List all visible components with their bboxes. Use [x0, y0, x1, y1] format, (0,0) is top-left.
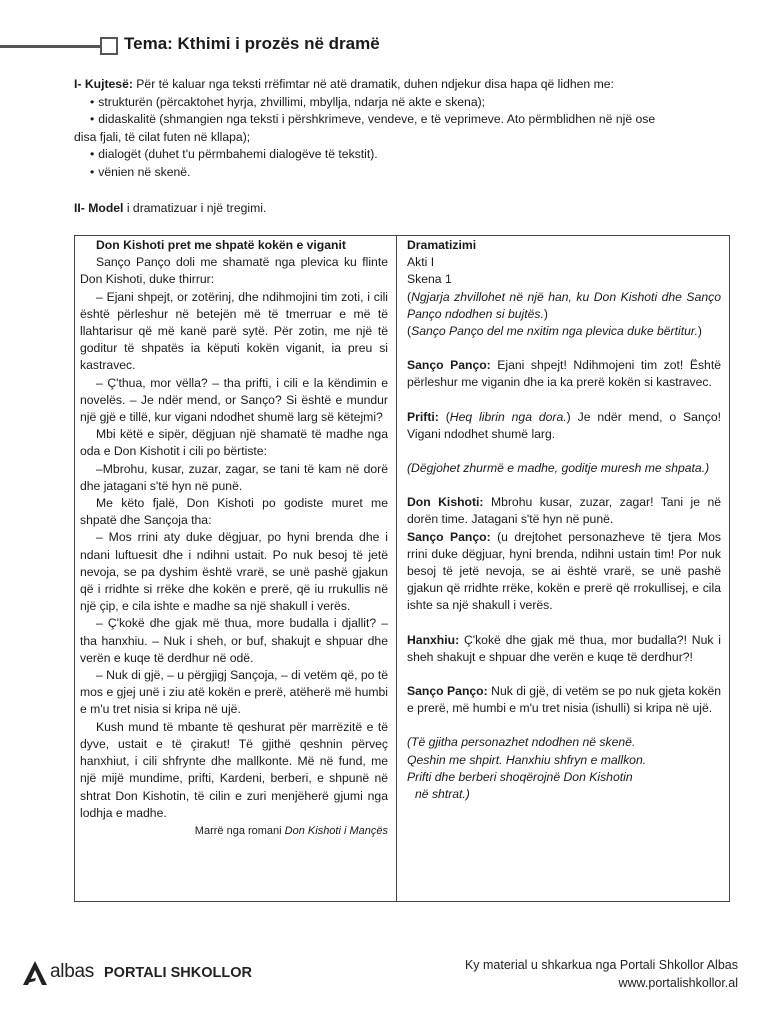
intro-text: Për të kaluar nga teksti rrëfimtar në atë dramatik, duhen ndjekur disa hapa që lidhen me: [132, 77, 614, 91]
spacer [407, 666, 721, 683]
speaker-name: Don Kishoti: [407, 495, 484, 510]
dialogue-line: Prifti: (Heq librin nga dora.) Je ndër mend, o Sanço! Vigani ndodhet shumë larg. [407, 409, 721, 441]
spacer [407, 477, 721, 494]
title-square-icon [100, 37, 118, 55]
prose-paragraph: Sanço Panço doli me shamatë nga plevica ku flinte Don Kishoti, duke thirrur: [80, 255, 388, 287]
bullet-text: didaskalitë (shmangien nga teksti i përshkrimeve, vendeve, e të veprimeve. Ato përmblidhen në një ose [98, 112, 656, 126]
speaker-name: Sanço Panço: [407, 358, 491, 373]
stage-direction: (Ngjarja zhvillohet në një han, ku Don Kishoti dhe Sanço Panço ndodhen si bujtës.) [407, 289, 721, 321]
spacer [407, 392, 721, 409]
spacer [407, 615, 721, 632]
source-credit [80, 823, 388, 840]
speaker-name: Hanxhiu: [407, 632, 460, 647]
prose-heading: Don Kishoti pret me shpatë kokën e viganit [96, 238, 346, 252]
spacer [407, 717, 721, 734]
speaker-name: Sanço Panço: [407, 529, 491, 544]
stage-text: Ngjarja zhvillohet në një han, ku Don Kishoti dhe Sanço Panço ndodhen si bujtës. [407, 289, 721, 321]
prose-paragraph: – Nuk di gjë, – u përgjigj Sançoja, – di vetëm që, po të mos e gjej unë i ziu atë kokën e prerë, atëherë më humbi e m'u tret nisia si kripa në ujë. [80, 668, 389, 717]
model-label: II- Model [74, 201, 124, 215]
final-stage-line: Qeshin me shpirt. Hanxhiu shfryn e mallkon. [407, 752, 647, 767]
bullet-icon: • [90, 147, 95, 161]
prose-paragraph: – Ç'kokë dhe gjak më thua, more budalla i djallit? – tha hanxhiu. – Nuk i sheh, or buf, shakujt e shpuar dhe verën e kuqe të derdhur në odë. [80, 616, 388, 665]
drama-column [407, 237, 721, 803]
final-stage-line: (Të gjitha personazhet ndodhen në skenë. [407, 735, 636, 750]
act-label: Akti I [407, 255, 435, 270]
bullet-icon: • [90, 94, 95, 109]
prose-paragraph: –Mbrohu, kusar, zuzar, zagar, se tani të kam në dorë dhe jatagani s'të hyn në punë. [80, 461, 388, 493]
prose-paragraph: Mbi këtë e sipër, dëgjuan një shamatë të madhe nga oda e Don Kishotit i cili po bërtiste: [80, 427, 388, 459]
page-title: Tema: Kthimi i prozës në dramë [124, 34, 380, 53]
source-prefix: Marrë nga romani [194, 824, 285, 837]
logo-brand: albas [50, 961, 94, 982]
dialogue-text: Je ndër mend, o Sanço! Vigani ndodhet shumë larg. [407, 409, 721, 441]
dialogue-line [407, 529, 721, 615]
model-heading [74, 201, 266, 215]
portal-url-link[interactable]: www.portalishkollor.al [618, 976, 738, 990]
scene-label: Skena 1 [407, 272, 452, 287]
dialogue-text: Ejani shpejt! Ndihmojeni tim zot! Është përleshur me viganin dhe ia ka prerë kokën si kastravec. [407, 358, 721, 390]
column-divider [396, 236, 397, 901]
intro-label: I- Kujtesë: [74, 77, 133, 91]
bullet-text: dialogët (duhet t'u përmbahemi dialogëve të tekstit). [98, 147, 378, 161]
model-text: i dramatizuar i një tregimi. [123, 201, 267, 215]
spacer [407, 340, 721, 357]
prose-paragraph: – Ç'thua, mor vëlla? – tha prifti, i cili e la këndimin e novelës. – Je ndër mend, or Sanço? Si është e mundur një gjë e tillë, kur vigani ndodhet shumë larg së këtejmi? [80, 375, 388, 425]
bullet-item [74, 94, 730, 112]
dialogue-line [407, 357, 721, 391]
stage-direction: (Dëgjohet zhurmë e madhe, goditje muresh me shpata.) [407, 461, 710, 476]
stage-text: Heq librin nga dora. [449, 409, 567, 424]
bullet-text: strukturën (përcaktohet hyrja, zhvillimi, mbyllja, ndarja në akte e skena); [98, 94, 486, 109]
prose-paragraph: Me këto fjalë, Don Kishoti po godiste muret me shpatë dhe Sançoja tha: [80, 496, 388, 528]
final-stage-line: në shtrat.) [415, 787, 470, 802]
bullet-item [74, 146, 730, 164]
bullet-item [74, 111, 730, 129]
prose-paragraph: – Mos rrini aty duke dëgjuar, po hyni brenda dhe i ndani luftuesit dhe i ndihni ustait. Po nuk besoj të jetë nevoja, se pa dyshim është vrarë, se unë pashë gjakun që i rridhte si rrëke dhe kokën e prerë, që iu rrukullis në një çip, e cila ishte e madhe sa një shakull i verës. [80, 530, 388, 614]
dialogue-line [407, 494, 721, 528]
comparison-table [74, 235, 730, 902]
prose-column [80, 237, 388, 840]
speaker-name: Sanço Panço: [407, 684, 488, 699]
bullet-icon: • [90, 164, 95, 179]
footer-note [465, 956, 738, 992]
intro-paragraph [74, 76, 730, 94]
source-title: Don Kishoti i Mançës [284, 824, 388, 837]
dialogue-text: (u drejtohet personazheve të tjera Mos rrini duke dëgjuar, hyni brenda, ndihni ustain tim! Por nuk besoj të jetë nevoja, se ai është vrarë, se unë pashë gjakun që rridhte rrëke, kokën e prerë që rrokullisej, e cila ishte sa një shakull i verës. [407, 529, 722, 613]
dialogue-line [407, 683, 721, 717]
logo-portal: PORTALI SHKOLLOR [104, 965, 252, 981]
download-note: Ky material u shkarkua nga Portali Shkollor Albas [464, 958, 738, 972]
spacer [407, 443, 721, 460]
drama-heading: Dramatizimi [407, 238, 477, 252]
dialogue-line [407, 632, 721, 666]
bullet-item [74, 164, 730, 182]
stage-direction: (Sanço Panço del me nxitim nga plevica duke bërtitur.) [407, 324, 702, 339]
prose-paragraph: – Ejani shpejt, or zotërinj, dhe ndihmojini tim zoti, i cili është përleshur në betejën më të tmerruar e më të llahtarisur që më kanë parë sytë. Për zotin, me një të goditur të shpatës ia këputi kokën viganit, ia preu si kastravec. [80, 289, 388, 373]
prose-paragraph: Kush mund të mbante të qeshurat për marrëzitë e të dyve, ustait e të çirakut! Të gjithë qeshnin përveç hanxhiut, i cili shfrynte dhe mallkonte. Më në fund, me një mijë mundime, prifti, Kardeni, berberi, e shpunë në shtrat Don Kishotin, të cilin e zuri menjëherë gjumi nga lodhja e madhe. [80, 719, 388, 820]
bullet-icon: • [90, 112, 95, 126]
bullet-text: vënien në skenë. [98, 164, 191, 179]
intro-section [74, 76, 730, 181]
title-rule [0, 45, 102, 48]
stage-text: Sanço Panço del me nxitim nga plevica duke bërtitur. [411, 324, 698, 339]
bullet-continuation: disa fjali, të cilat futen në kllapa); [74, 129, 251, 144]
final-stage-line: Prifti dhe berberi shoqërojnë Don Kishotin [407, 769, 633, 784]
speaker-name: Prifti: [407, 409, 439, 424]
albas-mark-icon [22, 960, 48, 986]
dialogue-text: Mbrohu kusar, zuzar, zagar! Tani je në dorën time. Jatagani s'të hyn në punë. [407, 495, 722, 527]
dialogue-text: Nuk di gjë, di vetëm se po nuk gjeta kokën e prerë, më humbi e m'u tret nisia (ishulli) si kripa në ujë. [407, 684, 721, 716]
dialogue-text: Ç'kokë dhe gjak më thua, mor budalla?! Nuk i sheh shakujt e shpuar dhe verën e kuqe të derdhur?! [407, 632, 721, 664]
